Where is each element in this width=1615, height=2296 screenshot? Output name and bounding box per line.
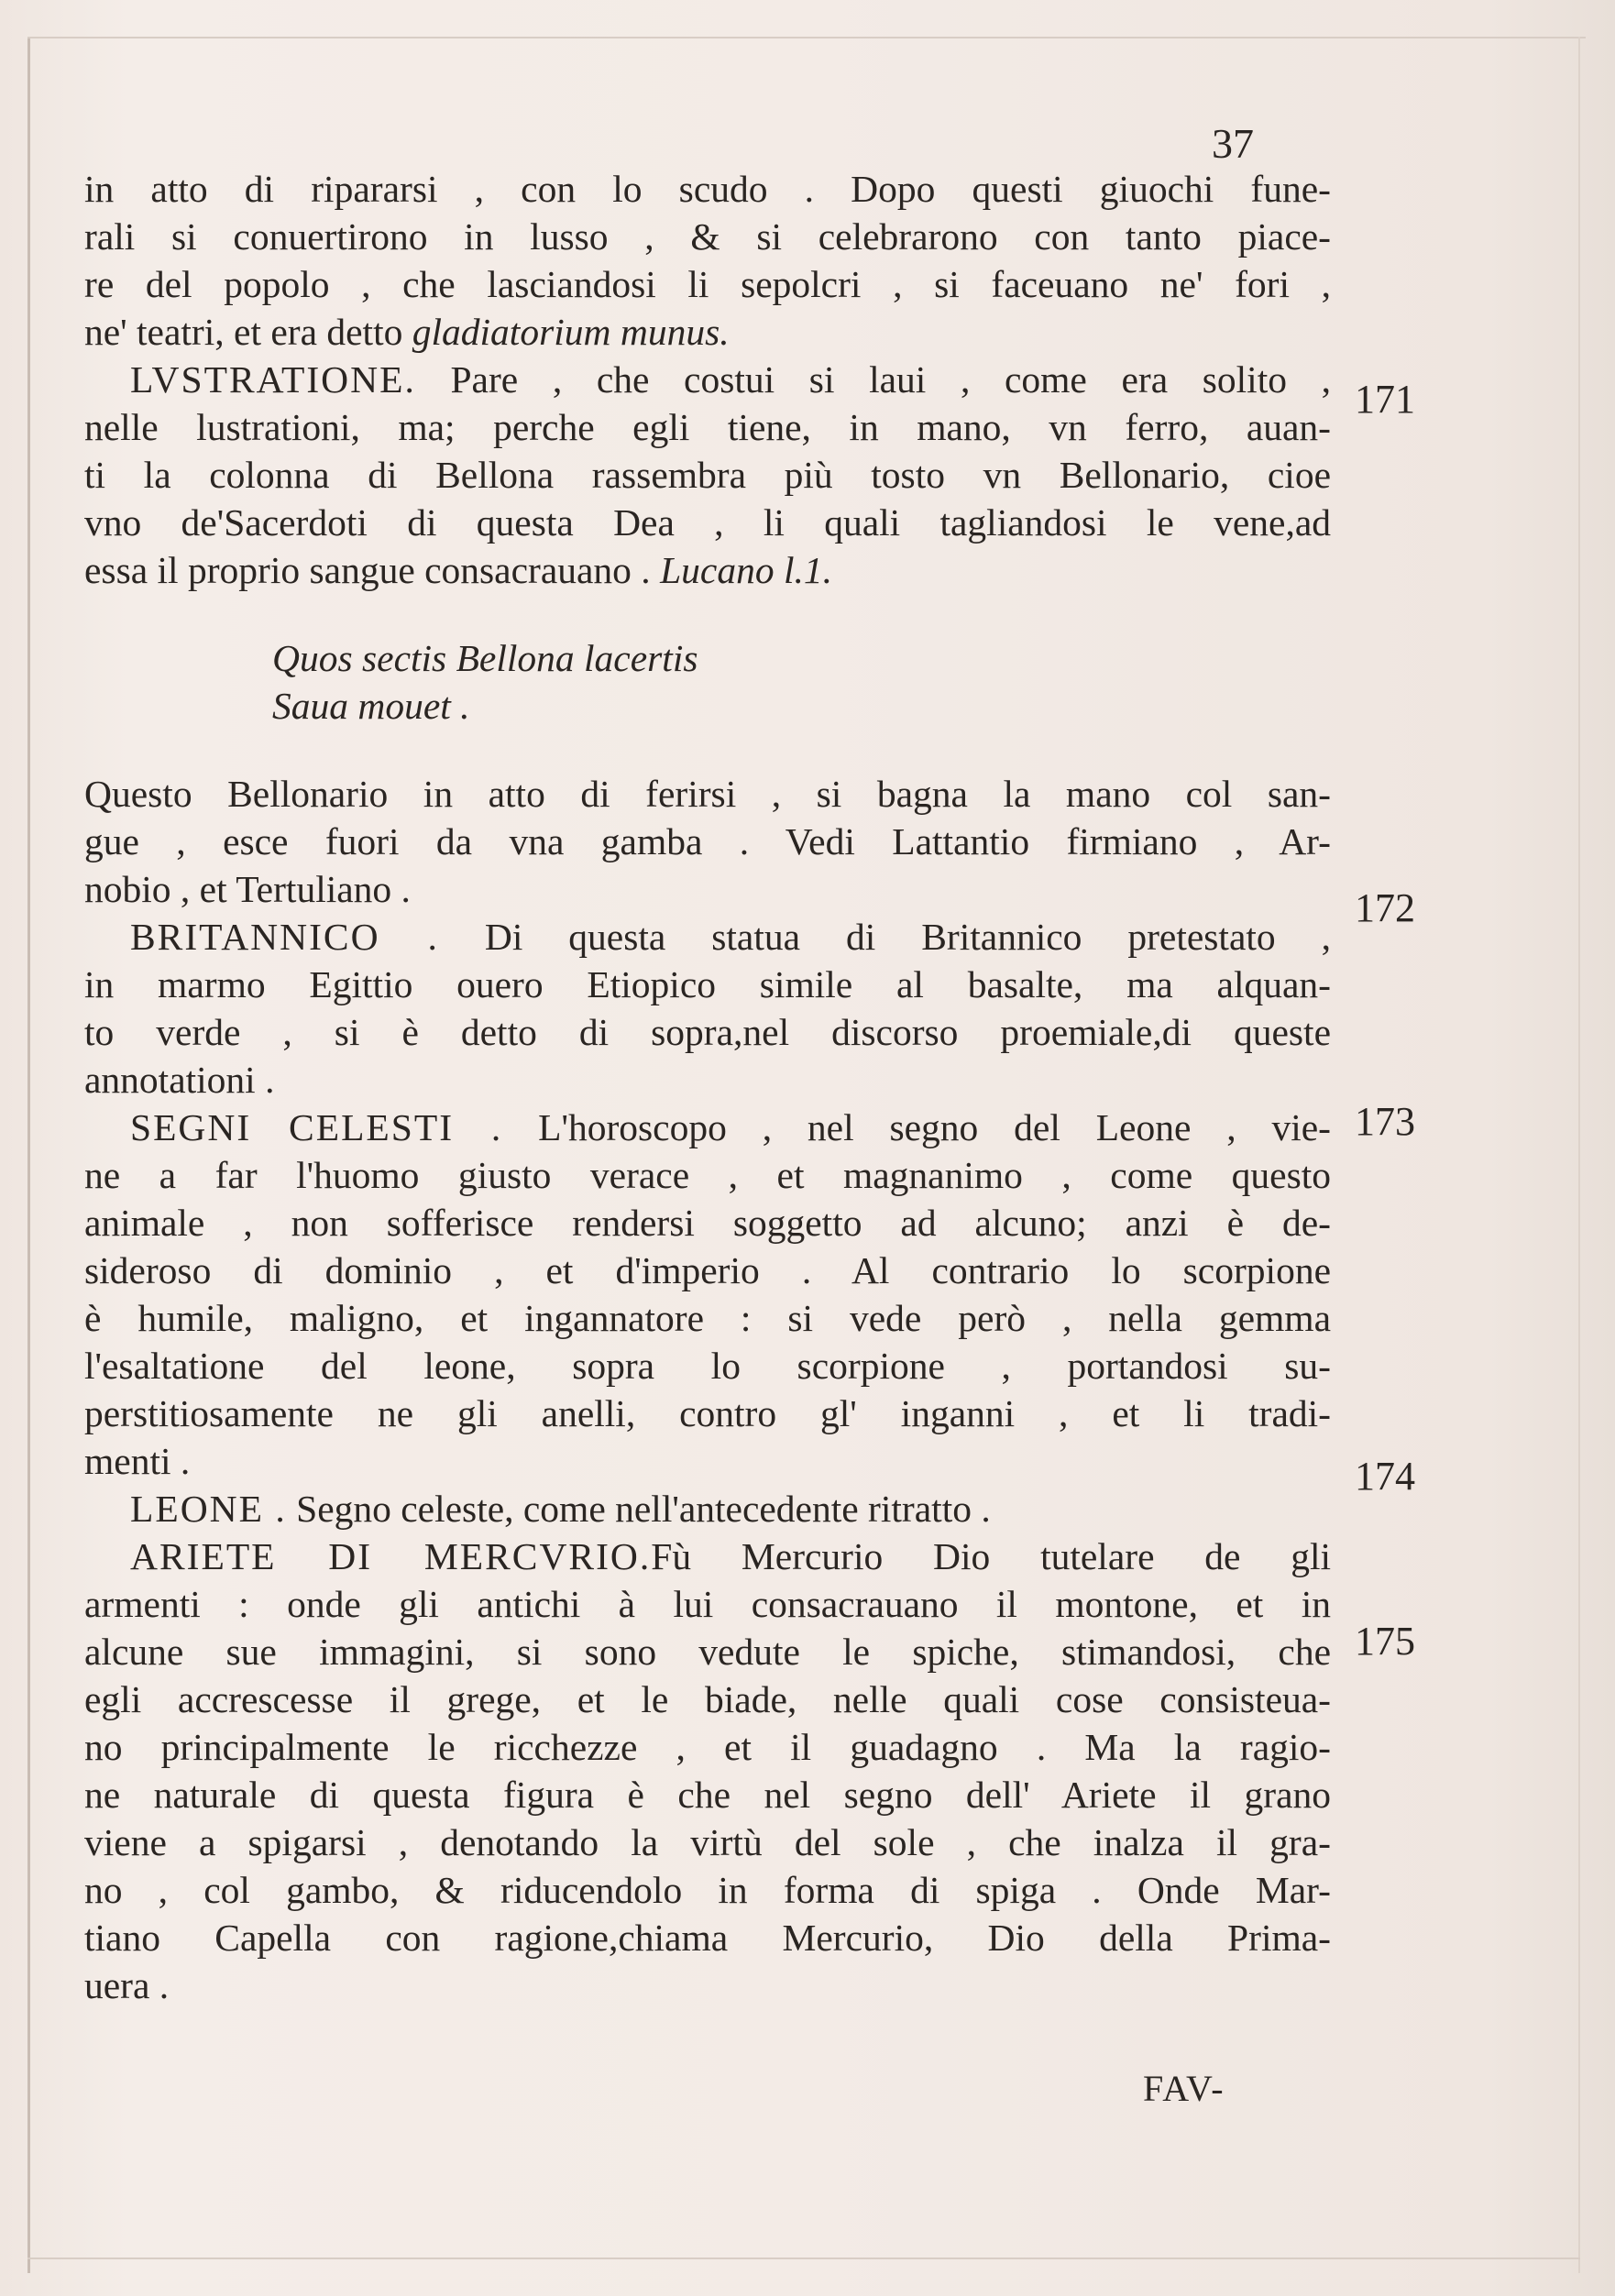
text-line: ne a far l'huomo giusto verace , et magnanimo , come questo xyxy=(84,1154,1331,1196)
text-span: Fù Mercurio Dio tutelare de gli xyxy=(651,1535,1331,1577)
text-line: no , col gambo, & riducendolo in forma di spiga . Onde Mar- xyxy=(84,1869,1331,1911)
text-line: ti la colonna di Bellona rassembra più tosto vn Bellonario, cioe xyxy=(84,454,1331,496)
margin-number: 175 xyxy=(1355,1619,1415,1664)
quote-line: Saua mouet . xyxy=(272,685,470,727)
text-line: perstitiosamente ne gli anelli, contro gl' inganni , et li tradi- xyxy=(84,1392,1331,1434)
text-line: vno de'Sacerdoti di questa Dea , li quali tagliandosi le vene,ad xyxy=(84,501,1331,544)
entry-heading: SEGNI CELESTI . xyxy=(130,1106,503,1148)
entry-heading: LVSTRATIONE. xyxy=(130,358,416,401)
text-span: L'horoscopo , nel segno del Leone , vie- xyxy=(502,1106,1331,1148)
entry-heading: LEONE . xyxy=(130,1488,287,1530)
text-line: ne naturale di questa figura è che nel segno dell' Ariete il grano xyxy=(84,1774,1331,1816)
text-line: è humile, maligno, et ingannatore : si vede però , nella gemma xyxy=(84,1297,1331,1339)
text-span: ne' teatri, et era detto xyxy=(84,311,403,353)
text-line: sideroso di dominio , et d'imperio . Al contrario lo scorpione xyxy=(84,1249,1331,1291)
entry-heading: ARIETE DI MERCVRIO. xyxy=(130,1535,652,1577)
text-line: Questo Bellonario in atto di ferirsi , si bagna la mano col san- xyxy=(84,773,1331,815)
margin-number: 174 xyxy=(1355,1454,1415,1499)
text-line: tiano Capella con ragione,chiama Mercurio, Dio della Prima- xyxy=(84,1917,1331,1959)
text-line: alcune sue immagini, si sono vedute le spiche, stimandosi, che xyxy=(84,1631,1331,1673)
text-span: Segno celeste, come nell'antecedente ritratto . xyxy=(286,1488,991,1530)
text-line: egli accrescesse il grege, et le biade, nelle quali cose consisteua- xyxy=(84,1678,1331,1720)
page-edge-left xyxy=(27,37,30,2273)
text-line xyxy=(84,1532,1331,1580)
entry-heading: BRITANNICO . xyxy=(130,916,439,958)
text-line xyxy=(84,1485,1331,1532)
text-line: nelle lustrationi, ma; perche egli tiene, in mano, vn ferro, auan- xyxy=(84,406,1331,448)
text-line: in atto di ripararsi , con lo scudo . Dopo questi giuochi fune- xyxy=(84,168,1331,210)
text-span: Pare , che costui si laui , come era solito , xyxy=(415,358,1331,401)
text-line: in marmo Egittio ouero Etiopico simile al basalte, ma alquan- xyxy=(84,963,1331,1005)
text-line: armenti : onde gli antichi à lui consacrauano il montone, et in xyxy=(84,1583,1331,1625)
text-line: rali si conuertirono in lusso , & si celebrarono con tanto piace- xyxy=(84,215,1331,258)
margin-number: 171 xyxy=(1355,377,1415,422)
text-line: nobio , et Tertuliano . xyxy=(84,868,411,910)
text-line xyxy=(84,913,1331,961)
text-line: annotationi . xyxy=(84,1059,275,1101)
text-line: viene a spigarsi , denotando la virtù del sole , che inalza il gra- xyxy=(84,1821,1331,1863)
text-line: no principalmente le ricchezze , et il guadagno . Ma la ragio- xyxy=(84,1726,1331,1768)
page-edge-right xyxy=(1578,37,1580,2273)
catchword: FAV- xyxy=(1143,2068,1225,2109)
main-text xyxy=(84,165,1331,2009)
margin-number: 173 xyxy=(1355,1099,1415,1144)
text-line: gue , esce fuori da vna gamba . Vedi Lattantio firmiano , Ar- xyxy=(84,820,1331,862)
text-line xyxy=(84,1104,1331,1151)
text-line: uera . xyxy=(84,1964,170,2006)
page-edge-top xyxy=(27,37,1586,38)
page-edge-bottom xyxy=(27,2258,1580,2259)
text-span: essa il proprio sangue consacrauano . xyxy=(84,549,651,591)
margin-number: 172 xyxy=(1355,885,1415,930)
text-line xyxy=(84,308,1331,356)
text-line: l'esaltatione del leone, sopra lo scorpione , portandosi su- xyxy=(84,1345,1331,1387)
text-line xyxy=(84,546,1331,594)
text-span: Di questa statua di Britannico pretestato , xyxy=(438,916,1331,958)
italic-citation: Lucano l.1. xyxy=(660,549,832,591)
text-line: menti . xyxy=(84,1440,191,1482)
quote-line: Quos sectis Bellona lacertis xyxy=(272,637,698,679)
text-line xyxy=(84,356,1331,403)
text-line: to verde , si è detto di sopra,nel discorso proemiale,di queste xyxy=(84,1011,1331,1053)
text-line: re del popolo , che lasciandosi li sepolcri , si faceuano ne' fori , xyxy=(84,263,1331,305)
page-number: 37 xyxy=(1212,120,1254,167)
text-line: animale , non sofferisce rendersi soggetto ad alcuno; anzi è de- xyxy=(84,1202,1331,1244)
italic-citation: gladiatorium munus. xyxy=(412,311,730,353)
